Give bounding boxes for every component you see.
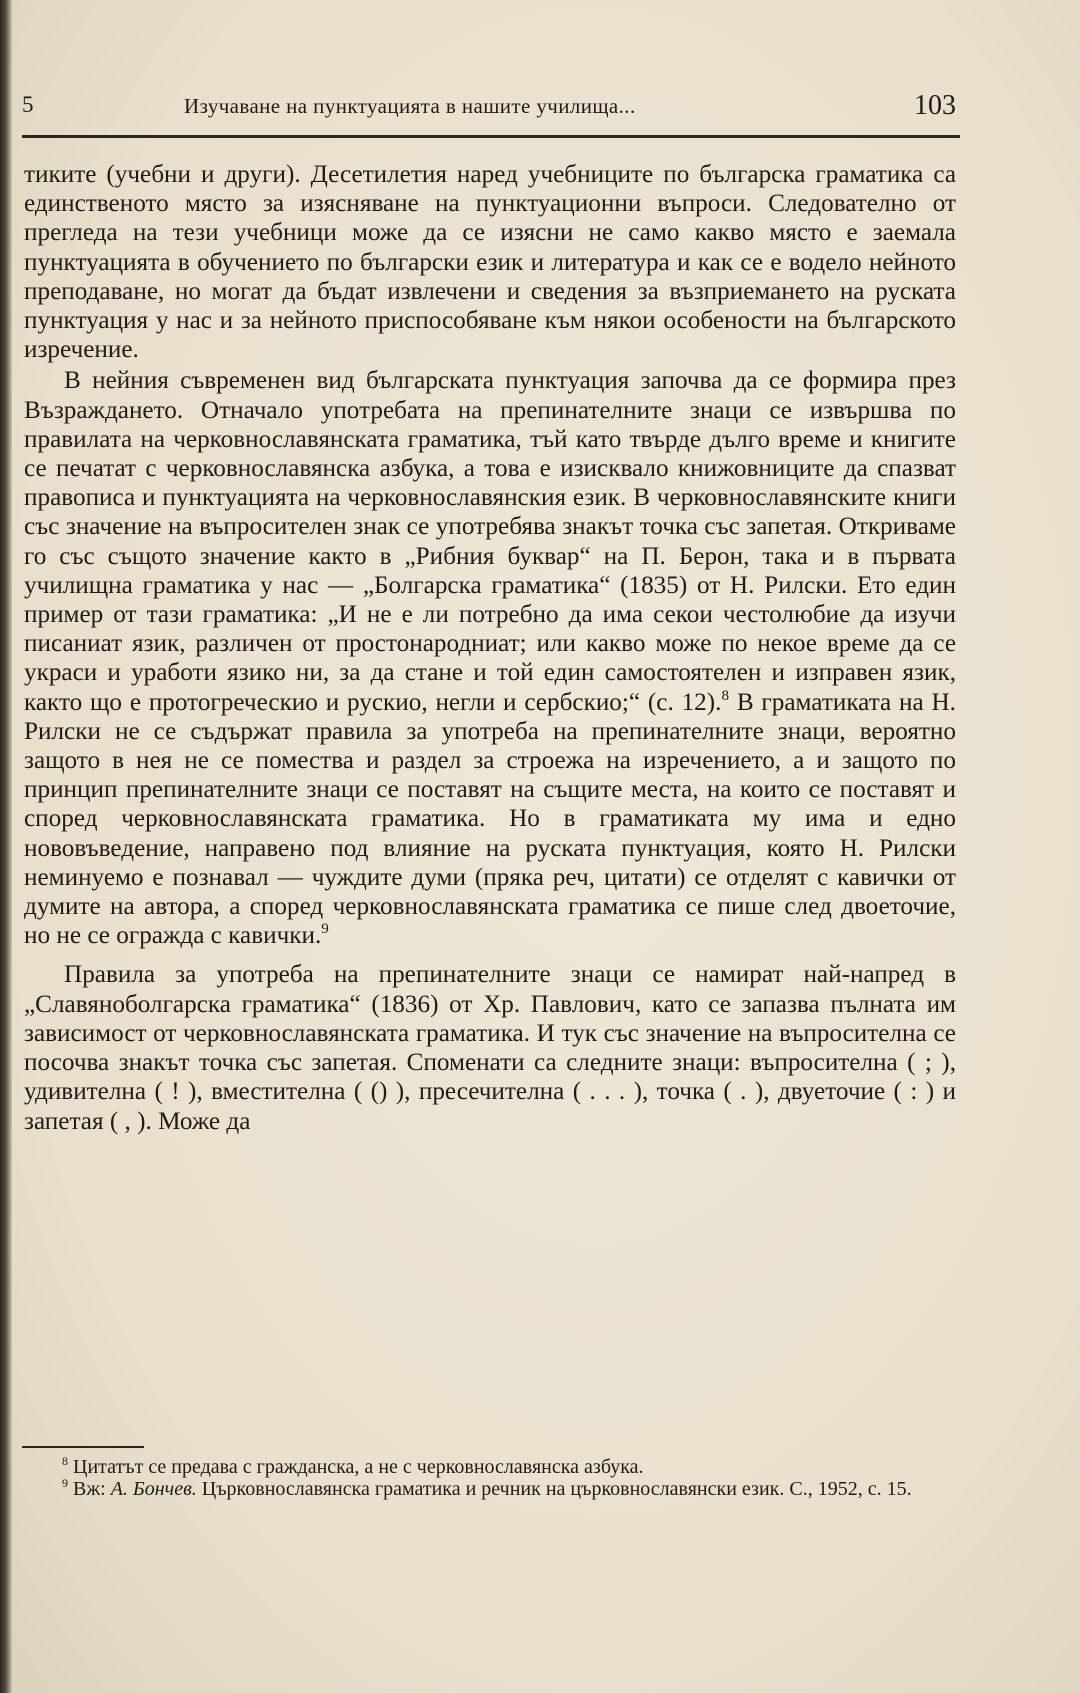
paragraph-3: Правила за употреба на препинателните знаци се намират най-напред в „Славяноболгарска граматика“ (1836) от Хр. Павлович, като се запазва пълната им зависимост от черковнославянската граматика. И тук със значение на въпросителна се посочва знакът точка със запетая. Споменати са следните знаци: въпросителна ( ; ), удивителна ( ! ), вместителна ( () ), пресечителна ( . . . ), точка ( . ), двуеточие ( : ) и запетая ( , ). Може да	[24, 961, 956, 1135]
page-number: 103	[914, 90, 956, 121]
footnote-ref-8: 8	[721, 687, 729, 704]
book-spine-shadow	[0, 0, 12, 1693]
body-text	[24, 160, 956, 1136]
footnote-8	[24, 1456, 956, 1478]
footnotes	[24, 1456, 956, 1500]
paragraph-1: тиките (учебни и други). Десетилетия наред учебниците по българска граматика са единственото място за изясняване на пунктуационни въпроси. Следователно от прегледа на тези учебници може да се изясни не само какво място е заемала пунктуацията в обучението по български език и литература и как се е водело нейното преподаване, но могат да бъдат извлечени и сведения за възприемането на руската пунктуация у нас и за нейното приспособяване към някои особености на българското изречение.	[24, 161, 956, 364]
section-number: 5	[22, 92, 34, 117]
footnote-9	[24, 1478, 956, 1500]
footnote-ref-9: 9	[321, 921, 329, 938]
paragraph-2	[24, 366, 956, 950]
running-title: Изучаване на пунктуацията в нашите училища...	[184, 94, 636, 118]
footnote-text: Цитатът се предава с гражданска, а не с черковнославянска азбука.	[68, 1456, 644, 1478]
paragraph-2-rest: В граматиката на Н. Рилски не се съдържат правила за употреба на препинателните знаци, вероятно защото в нея не се помества и раздел за строежа на изречението, а и защото по принцип препинателните знаци се поставят на същите места, на които се поставят и според черковнославянската граматика. Но в граматиката му има и едно нововъведение, направено под влияние на руската пунктуация, която Н. Рилски неминуемо е познавал — чуждите думи (пряка реч, цитати) се отделят с кавички от думите на автора, а според черковнославянската граматика се пише след двоеточие, но не се огражда с кавички.	[24, 688, 956, 950]
footnote-author: А. Бончев.	[110, 1478, 197, 1500]
footnote-separator	[22, 1446, 144, 1448]
footnote-mark: 9	[62, 1476, 68, 1491]
paragraph-2-main: В нейния съвременен вид българската пунктуация започва да се формира през Възраждането. Отначало употребата на препинателните знаци се извършва по правилата на черковнославянската граматика, тъй като твърде дълго време и книгите се печатат с черковнославянска азбука, а това е изисквало книжовниците да спазват правописа и пунктуацията на черковнославянския език. В черковнославянските книги със значение на въпросителен знак се употребява знакът точка със запетая. Откриваме го със същото значение както в „Рибния буквар“ на П. Берон, така и в първата училищна граматика у нас — „Болгарска граматика“ (1835) от Н. Рилски. Ето един пример от тази граматика: „И не е ли потребно да има секои честолюбие да изучи писаниат язик, различен от простонародниат; или какво може по некое време да се украси и уработи язико ни, за да стане и той един самостоятелен и изправен язик, както що е протогреческио и рускио, негли и сербскио;“ (с. 12).	[24, 367, 956, 716]
running-header	[22, 92, 960, 132]
footnote-text: Църковнославянска граматика и речник на църковнославянски език. С., 1952, с. 15.	[196, 1478, 912, 1500]
footnote-lead: Вж:	[68, 1478, 111, 1500]
header-rule	[22, 135, 960, 138]
footnote-mark: 8	[62, 1454, 68, 1469]
